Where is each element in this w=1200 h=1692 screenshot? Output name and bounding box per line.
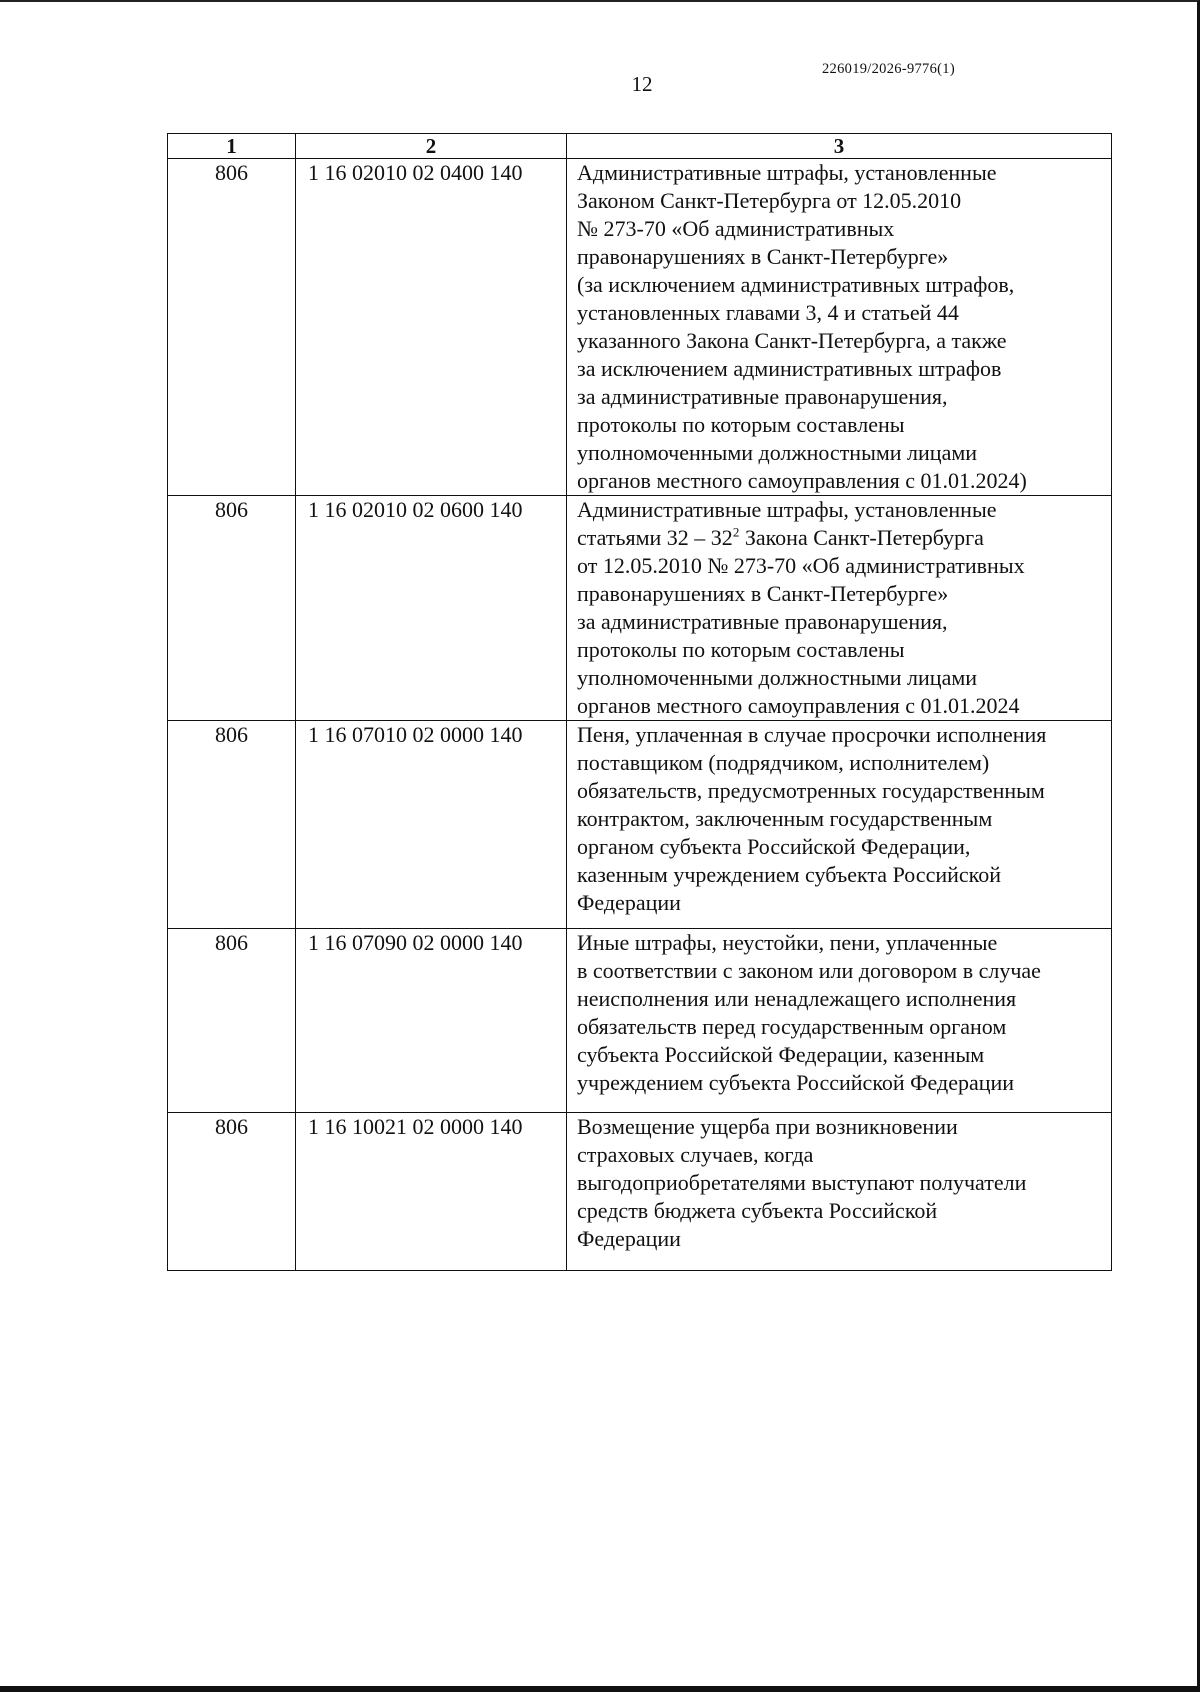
admin-code-cell: 806 (168, 159, 296, 496)
revenue-codes-table (167, 133, 1112, 1271)
revenue-name-cell: Административные штрафы, установленные Законом Санкт-Петербурга от 12.05.2010 № 273-70 «Об административных правонарушениях в Санкт-Петербурге» (за исключением административных штрафов, установленных главами 3, 4 и статьей 44 указанного Закона Санкт-Петербурга, а также за исключением административных штрафов за административные правонарушения, протоколы по которым составлены уполномоченными должностными лицами органов местного самоуправления с 01.01.2024) (567, 159, 1112, 496)
revenue-code-cell: 1 16 07090 02 0000 140 (296, 929, 567, 1113)
revenue-name-cell: Пеня, уплаченная в случае просрочки исполнения поставщиком (подрядчиком, исполнителем) обязательств, предусмотренных государственным контрактом, заключенным государственным органом субъекта Российской Федерации, казенным учреждением субъекта Российской Федерации (567, 721, 1112, 929)
table-row (168, 721, 1112, 929)
admin-code-cell: 806 (168, 1113, 296, 1271)
revenue-name-text-cont: Закона Санкт-Петербурга от 12.05.2010 № 273-70 «Об административных правонарушениях в Санкт-Петербурге» за административные правонарушения, протоколы по которым составлены уполномоченными должностными лицами органов местного самоуправления с 01.01.2024 (577, 525, 1025, 718)
column-header-1: 1 (168, 134, 296, 159)
table-row (168, 929, 1112, 1113)
admin-code-cell: 806 (168, 496, 296, 721)
admin-code-cell: 806 (168, 929, 296, 1113)
revenue-code-cell: 1 16 02010 02 0400 140 (296, 159, 567, 496)
scan-bottom-edge (0, 1686, 1200, 1692)
revenue-name-cell: Иные штрафы, неустойки, пени, уплаченные в соответствии с законом или договором в случае неисполнения или ненадлежащего исполнения обязательств перед государственным органом субъекта Российской Федерации, казенным учреждением субъекта Российской Федерации (567, 929, 1112, 1113)
column-header-3: 3 (567, 134, 1112, 159)
revenue-name-text: Административные штрафы, установленные статьями 32 – 32 (577, 497, 997, 550)
revenue-name-cell (567, 496, 1112, 721)
revenue-code-cell: 1 16 10021 02 0000 140 (296, 1113, 567, 1271)
table-row (168, 159, 1112, 496)
revenue-code-cell: 1 16 07010 02 0000 140 (296, 721, 567, 929)
article-superscript: 2 (732, 524, 740, 540)
table-header-row (168, 134, 1112, 159)
revenue-name-cell: Возмещение ущерба при возникновении страховых случаев, когда выгодоприобретателями выступают получатели средств бюджета субъекта Российской Федерации (567, 1113, 1112, 1271)
table-row (168, 496, 1112, 721)
table-row (168, 1113, 1112, 1271)
document-registration-number: 226019/2026-9776(1) (822, 61, 955, 77)
column-header-2: 2 (296, 134, 567, 159)
page-number: 12 (631, 72, 653, 96)
revenue-code-cell: 1 16 02010 02 0600 140 (296, 496, 567, 721)
admin-code-cell: 806 (168, 721, 296, 929)
